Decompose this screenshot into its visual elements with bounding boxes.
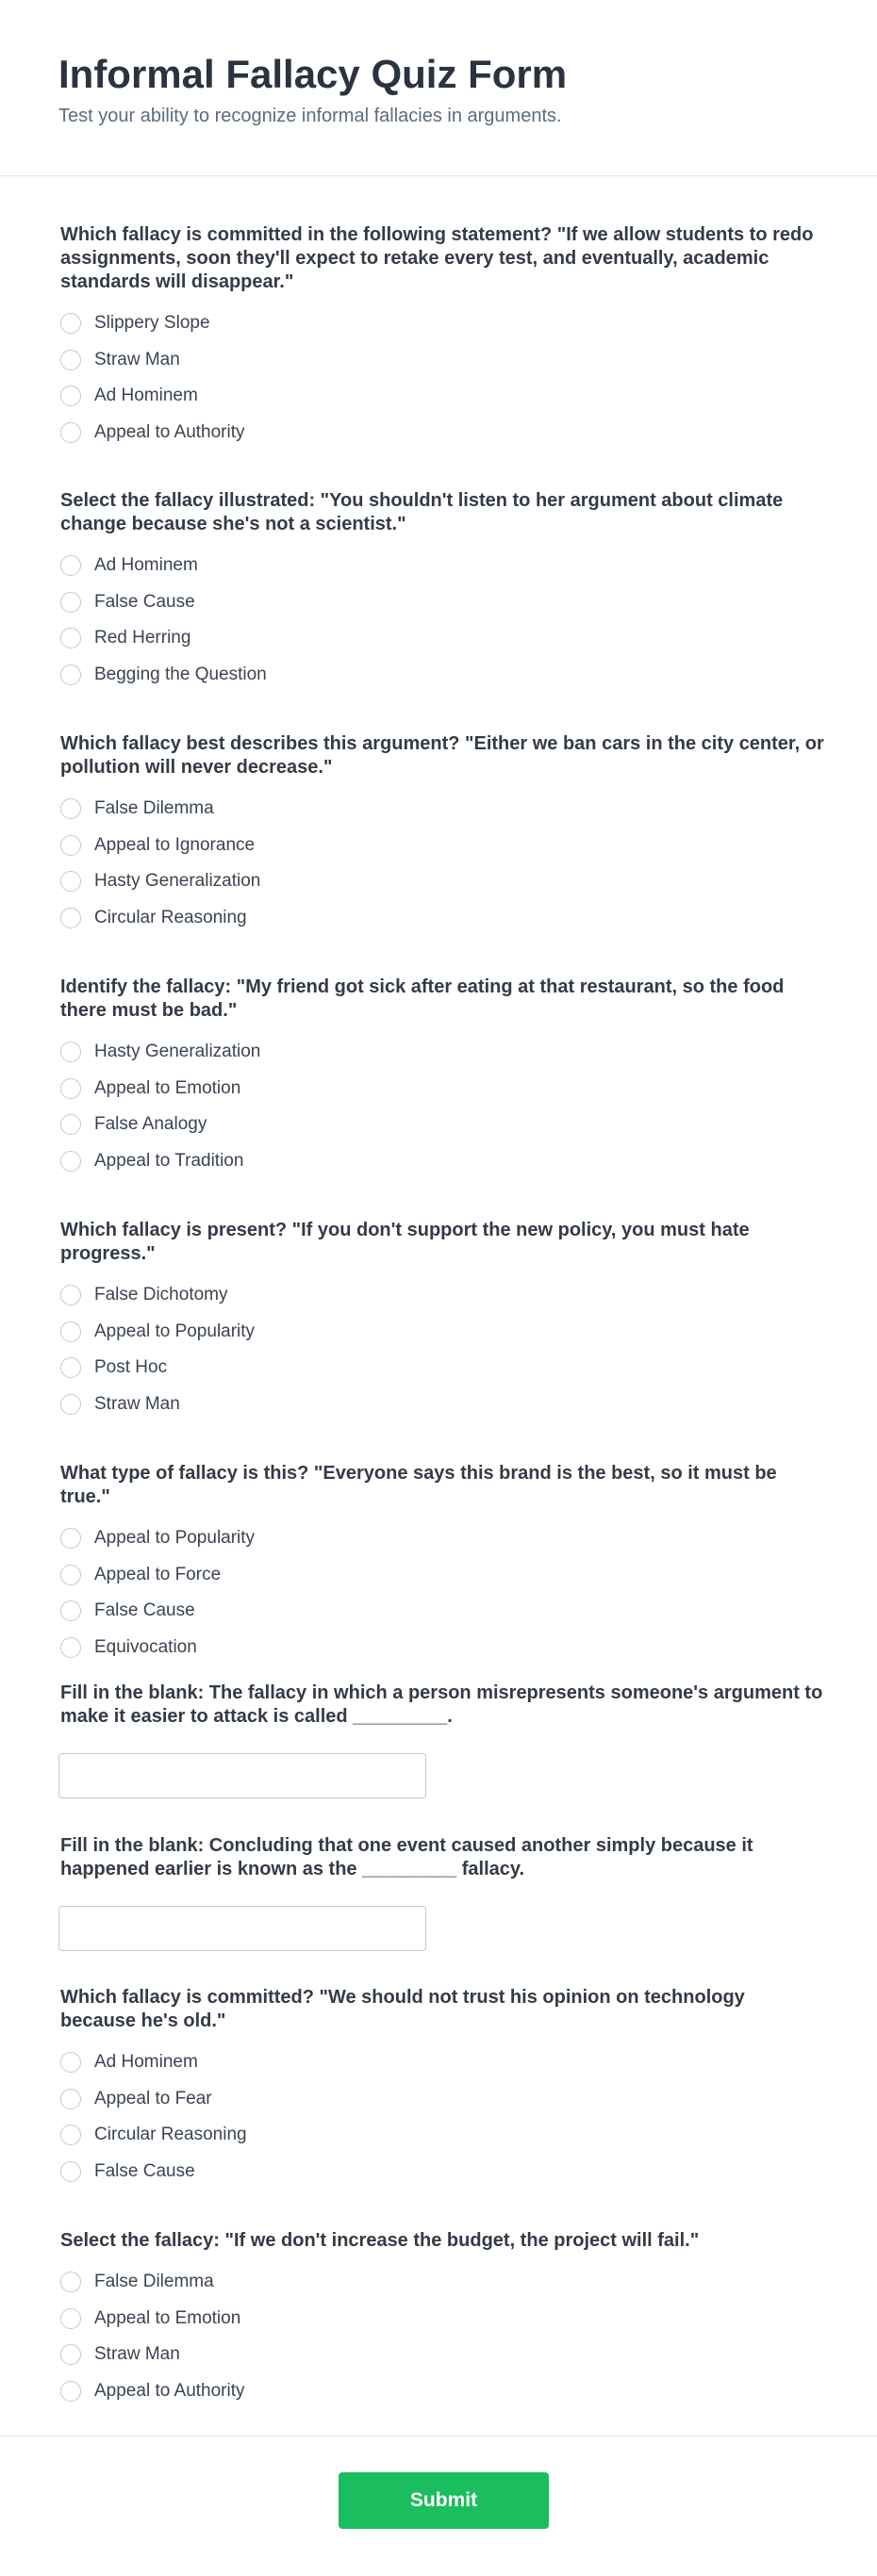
radio-button[interactable] xyxy=(60,1637,81,1658)
page-subtitle: Test your ability to recognize informal fallacies in arguments. xyxy=(58,106,562,126)
question-text: Select the fallacy: "If we don't increase the budget, the project will fail." xyxy=(60,2230,700,2251)
option-label: False Analogy xyxy=(94,1114,207,1135)
option-false-cause[interactable] xyxy=(60,2154,824,2190)
option-begging-the-question[interactable] xyxy=(60,657,824,694)
option-label: Appeal to Popularity xyxy=(94,1321,256,1341)
option-slippery-slope[interactable] xyxy=(60,305,824,342)
option-circular-reasoning[interactable] xyxy=(60,900,824,937)
radio-button[interactable] xyxy=(60,665,81,685)
radio-button[interactable] xyxy=(60,313,81,334)
question-1 xyxy=(60,223,824,451)
question-8 xyxy=(60,1834,824,1951)
radio-button[interactable] xyxy=(60,908,81,928)
page-title: Informal Fallacy Quiz Form xyxy=(58,52,568,96)
radio-button[interactable] xyxy=(60,2381,81,2402)
option-appeal-to-ignorance[interactable] xyxy=(60,828,824,864)
form-header xyxy=(0,0,877,176)
question-5 xyxy=(60,1219,824,1422)
question-2 xyxy=(60,489,824,693)
option-hasty-generalization[interactable] xyxy=(60,1034,824,1071)
question-text: Which fallacy is committed? "We should not trust his opinion on technology because he's old." xyxy=(60,1987,745,2031)
option-label: Appeal to Emotion xyxy=(94,1077,241,1098)
option-label: Appeal to Ignorance xyxy=(94,834,256,855)
question-text: Identify the fallacy: "My friend got sick after eating at that restaurant, so the food there must be bad." xyxy=(60,976,785,1021)
option-label: Appeal to Tradition xyxy=(94,1150,244,1171)
question-text: Select the fallacy illustrated: "You shouldn't listen to her argument about climate change because she's not a scientist." xyxy=(60,490,784,534)
option-label: Ad Hominem xyxy=(94,555,198,576)
radio-button[interactable] xyxy=(60,350,81,370)
radio-button[interactable] xyxy=(60,1357,81,1378)
question-7 xyxy=(60,1682,824,1798)
option-appeal-to-authority[interactable] xyxy=(60,2373,824,2410)
option-label: Circular Reasoning xyxy=(94,907,247,927)
option-false-cause[interactable] xyxy=(60,584,824,621)
option-appeal-to-popularity[interactable] xyxy=(60,1520,824,1557)
option-label: Red Herring xyxy=(94,628,191,648)
question-text: Fill in the blank: Concluding that one event caused another simply because it happened earlier is known as the _________ fallacy. xyxy=(60,1835,753,1879)
option-label: Appeal to Fear xyxy=(94,2088,212,2108)
option-appeal-to-emotion[interactable] xyxy=(60,1071,824,1108)
option-appeal-to-tradition[interactable] xyxy=(60,1143,824,1180)
option-label: Hasty Generalization xyxy=(94,1042,261,1062)
radio-button[interactable] xyxy=(60,798,81,819)
option-straw-man[interactable] xyxy=(60,2337,824,2373)
option-false-cause[interactable] xyxy=(60,1593,824,1630)
question-4 xyxy=(60,976,824,1179)
radio-button[interactable] xyxy=(60,2344,81,2365)
option-label: Appeal to Popularity xyxy=(94,1528,256,1549)
question-text: What type of fallacy is this? "Everyone says this brand is the best, so it must be true." xyxy=(60,1463,777,1507)
radio-button[interactable] xyxy=(60,1285,81,1305)
question-text: Fill in the blank: The fallacy in which a person misrepresents someone's argument to make it easier to attack is called _________. xyxy=(60,1682,823,1727)
option-appeal-to-popularity[interactable] xyxy=(60,1314,824,1351)
option-label: False Dichotomy xyxy=(94,1285,228,1305)
option-label: Post Hoc xyxy=(94,1357,168,1378)
radio-button[interactable] xyxy=(60,1114,81,1135)
answer-input[interactable] xyxy=(58,1906,426,1951)
option-false-dichotomy[interactable] xyxy=(60,1277,824,1314)
option-hasty-generalization[interactable] xyxy=(60,863,824,900)
option-label: Hasty Generalization xyxy=(94,871,261,892)
option-label: Straw Man xyxy=(94,1393,180,1414)
option-label: False Cause xyxy=(94,1600,195,1621)
form-footer xyxy=(0,2436,877,2576)
option-appeal-to-fear[interactable] xyxy=(60,2081,824,2118)
radio-button[interactable] xyxy=(60,1565,81,1585)
radio-button[interactable] xyxy=(60,592,81,613)
question-text: Which fallacy best describes this argument? "Either we ban cars in the city center, or pollution will never decrease." xyxy=(60,733,824,778)
option-label: Begging the Question xyxy=(94,664,267,684)
option-label: Equivocation xyxy=(94,1636,197,1657)
option-label: Appeal to Force xyxy=(94,1564,222,1584)
option-ad-hominem[interactable] xyxy=(60,2044,824,2081)
radio-button[interactable] xyxy=(60,1394,81,1415)
option-straw-man[interactable] xyxy=(60,1386,824,1423)
option-label: False Dilemma xyxy=(94,798,214,819)
option-post-hoc[interactable] xyxy=(60,1350,824,1386)
option-false-dilemma[interactable] xyxy=(60,791,824,828)
question-10 xyxy=(60,2229,824,2409)
option-label: Slippery Slope xyxy=(94,313,210,334)
radio-button[interactable] xyxy=(60,1600,81,1621)
radio-button[interactable] xyxy=(60,871,81,892)
option-label: Ad Hominem xyxy=(94,386,198,406)
option-label: Straw Man xyxy=(94,349,180,369)
radio-button[interactable] xyxy=(60,1321,81,1342)
radio-button[interactable] xyxy=(60,1528,81,1549)
option-ad-hominem[interactable] xyxy=(60,548,824,584)
option-label: Appeal to Authority xyxy=(94,421,245,442)
option-label: Appeal to Authority xyxy=(94,2380,245,2401)
radio-button[interactable] xyxy=(60,2308,81,2329)
option-straw-man[interactable] xyxy=(60,342,824,379)
option-false-dilemma[interactable] xyxy=(60,2264,824,2301)
answer-input[interactable] xyxy=(58,1753,426,1798)
option-label: Appeal to Emotion xyxy=(94,2307,241,2328)
radio-button[interactable] xyxy=(60,1151,81,1172)
option-label: False Cause xyxy=(94,591,195,612)
option-red-herring[interactable] xyxy=(60,620,824,657)
option-appeal-to-emotion[interactable] xyxy=(60,2301,824,2338)
radio-button[interactable] xyxy=(60,628,81,648)
option-appeal-to-authority[interactable] xyxy=(60,415,824,451)
option-appeal-to-force[interactable] xyxy=(60,1557,824,1594)
option-false-analogy[interactable] xyxy=(60,1107,824,1143)
option-circular-reasoning[interactable] xyxy=(60,2117,824,2154)
submit-button[interactable]: Submit xyxy=(339,2472,549,2529)
option-label: Straw Man xyxy=(94,2344,180,2365)
option-label: Ad Hominem xyxy=(94,2052,198,2073)
radio-button[interactable] xyxy=(60,2272,81,2292)
radio-button[interactable] xyxy=(60,2052,81,2073)
radio-button[interactable] xyxy=(60,1042,81,1062)
radio-button[interactable] xyxy=(60,835,81,856)
radio-button[interactable] xyxy=(60,2125,81,2145)
question-9 xyxy=(60,1986,824,2190)
radio-button[interactable] xyxy=(60,555,81,576)
radio-button[interactable] xyxy=(60,1078,81,1099)
option-equivocation[interactable] xyxy=(60,1630,824,1666)
option-label: Circular Reasoning xyxy=(94,2125,247,2145)
option-label: False Dilemma xyxy=(94,2272,214,2292)
question-3 xyxy=(60,732,824,936)
radio-button[interactable] xyxy=(60,2089,81,2109)
question-text: Which fallacy is present? "If you don't support the new policy, you must hate progress." xyxy=(60,1220,750,1264)
option-label: False Cause xyxy=(94,2160,195,2181)
question-6 xyxy=(60,1462,824,1665)
question-text: Which fallacy is committed in the following statement? "If we allow students to redo assignments, soon they'll expect to retake every test, and eventually, academic standards will disappear." xyxy=(60,224,814,292)
radio-button[interactable] xyxy=(60,2161,81,2182)
option-ad-hominem[interactable] xyxy=(60,378,824,415)
radio-button[interactable] xyxy=(60,386,81,406)
radio-button[interactable] xyxy=(60,422,81,443)
